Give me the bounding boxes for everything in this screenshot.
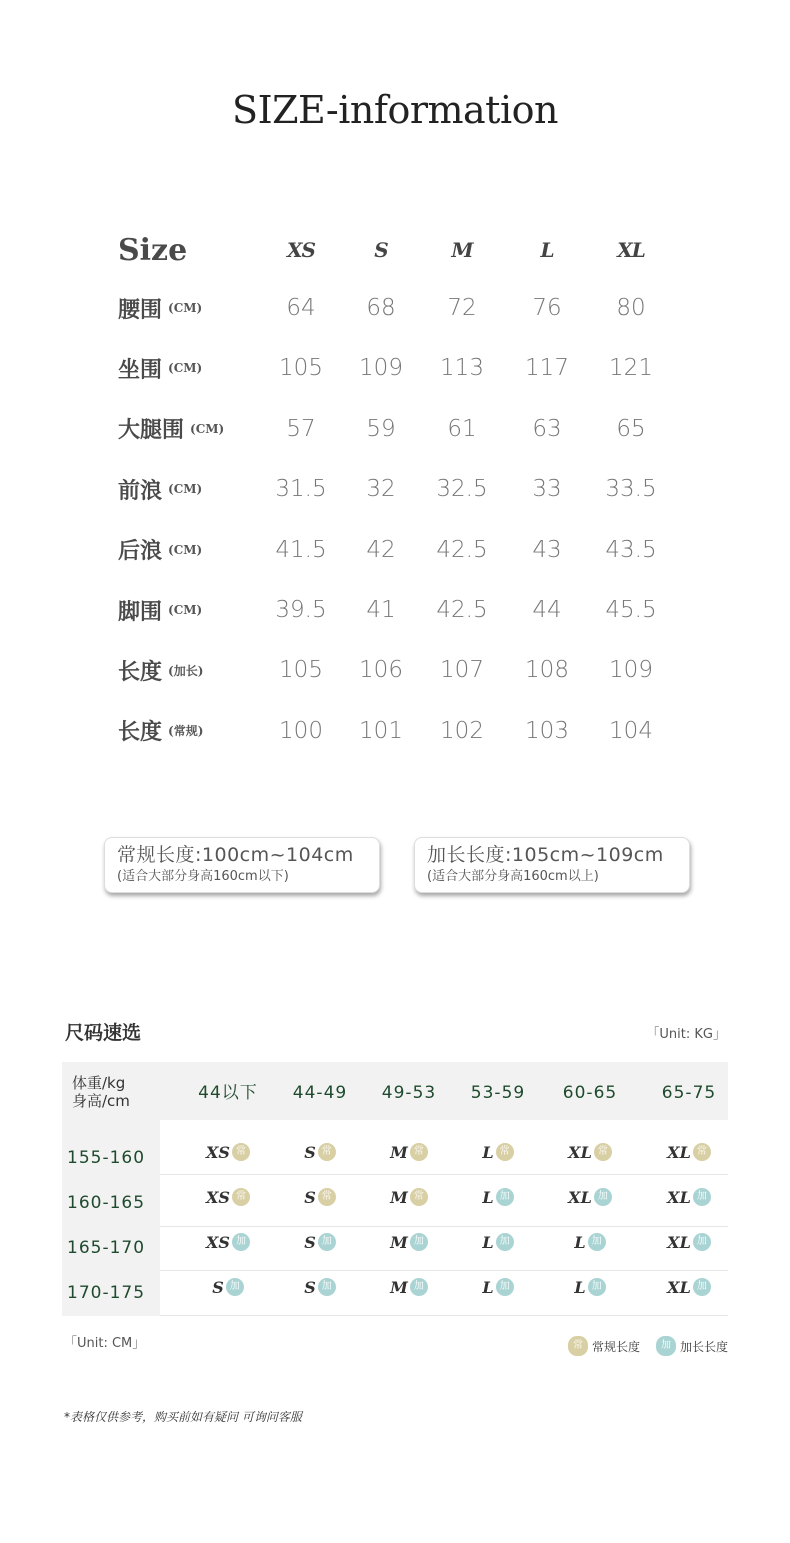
extended-length-box <box>414 837 690 893</box>
size-recommendation <box>364 1185 454 1209</box>
size-header-row <box>118 230 718 270</box>
measure-value: 63 <box>532 415 562 442</box>
measure-value: 107 <box>440 657 484 684</box>
regular-badge-icon: 常 <box>410 1188 428 1206</box>
size-row <box>118 409 718 449</box>
size-head-s: S <box>374 238 388 262</box>
extended-length-note: (适合大部分身高160cm以上) <box>427 869 599 884</box>
recommended-size: XS <box>206 1232 230 1252</box>
measure-value: 44 <box>532 597 562 623</box>
measure-name: 脚围 <box>118 598 163 625</box>
weight-column-header: 49-53 <box>381 1083 437 1103</box>
regular-badge-icon: 常 <box>410 1143 428 1161</box>
extended-badge-icon: 加 <box>693 1233 711 1251</box>
recommended-size: S <box>212 1277 224 1297</box>
measure-name: 长度 <box>118 719 163 746</box>
measure-label <box>118 348 202 388</box>
measure-value: 106 <box>359 657 403 684</box>
extended-badge-icon: 加 <box>594 1188 612 1206</box>
recommended-size: XL <box>667 1277 691 1297</box>
measure-value: 45.5 <box>605 597 657 623</box>
measure-name: 长度 <box>118 658 163 685</box>
size-head-xl: XL <box>617 238 645 262</box>
extended-badge-icon: 加 <box>496 1188 514 1206</box>
size-recommendation <box>275 1185 365 1209</box>
unit-cm-label: 「Unit: CM」 <box>64 1336 146 1351</box>
regular-badge-icon: 常 <box>232 1143 250 1161</box>
size-row <box>118 288 718 328</box>
recommended-size: L <box>574 1277 586 1297</box>
measure-value: 32.5 <box>436 476 488 503</box>
measure-unit: (常规) <box>168 724 204 739</box>
measure-value: 64 <box>286 295 316 321</box>
regular-badge-icon: 常 <box>318 1143 336 1161</box>
measure-value: 76 <box>532 295 562 321</box>
height-row-labels <box>62 1120 160 1316</box>
measure-name: 坐围 <box>118 356 163 383</box>
measure-value: 113 <box>440 355 484 382</box>
size-recommendation <box>183 1275 273 1299</box>
size-head-xs: XS <box>287 238 315 262</box>
measure-value: 100 <box>279 717 323 744</box>
size-recommendation <box>545 1140 635 1164</box>
row-divider <box>160 1315 728 1316</box>
size-row <box>118 530 718 570</box>
measure-value: 42.5 <box>436 536 488 563</box>
size-recommendation <box>275 1275 365 1299</box>
size-recommendation <box>183 1140 273 1164</box>
size-head-l: L <box>540 238 554 262</box>
measure-value: 72 <box>447 295 477 321</box>
measure-unit: (CM) <box>168 361 203 376</box>
measure-value: 42.5 <box>436 597 488 623</box>
regular-length-text: 常规长度:100cm~104cm <box>117 844 354 866</box>
measure-value: 42 <box>366 536 396 563</box>
legend-regular <box>566 1336 640 1356</box>
size-row <box>118 590 718 630</box>
page-title: SIZE-information <box>232 88 558 132</box>
measure-value: 102 <box>440 717 484 744</box>
recommended-size: XS <box>206 1187 230 1207</box>
measure-name: 腰围 <box>118 296 163 323</box>
measure-value: 59 <box>366 415 396 442</box>
recommended-size: S <box>304 1277 316 1297</box>
size-recommendation <box>545 1275 635 1299</box>
recommended-size: L <box>482 1187 494 1207</box>
measure-value: 109 <box>359 355 403 382</box>
height-row-label: 160-165 <box>67 1193 146 1213</box>
measure-unit: (CM) <box>168 482 203 497</box>
measure-value: 109 <box>609 657 653 684</box>
row-divider <box>160 1270 728 1271</box>
height-row-label: 170-175 <box>67 1283 146 1303</box>
measure-value: 105 <box>279 657 323 684</box>
extended-badge-icon: 加 <box>232 1233 250 1251</box>
extended-badge-icon: 加 <box>410 1278 428 1296</box>
extended-badge-icon: 加 <box>656 1336 676 1356</box>
regular-length-box <box>104 837 380 893</box>
measure-label <box>118 590 202 630</box>
recommended-size: L <box>482 1232 494 1252</box>
weight-column-header: 53-59 <box>470 1083 526 1103</box>
recommended-size: XS <box>206 1142 230 1162</box>
measure-label <box>118 409 224 449</box>
measure-label <box>118 469 202 509</box>
measure-label <box>118 530 202 570</box>
unit-kg-label: 「Unit: KG」 <box>646 1027 726 1042</box>
row-divider <box>160 1226 728 1227</box>
size-header-label: Size <box>118 232 188 268</box>
recommended-size: XL <box>667 1232 691 1252</box>
recommended-size: M <box>390 1277 408 1297</box>
measure-value: 43 <box>532 536 562 563</box>
regular-badge-icon: 常 <box>496 1143 514 1161</box>
size-recommendation <box>183 1230 273 1254</box>
size-recommendation <box>644 1140 734 1164</box>
measure-value: 33.5 <box>605 476 657 503</box>
size-row <box>118 348 718 388</box>
measure-value: 32 <box>366 476 396 503</box>
size-recommendation <box>545 1230 635 1254</box>
size-recommendation <box>545 1185 635 1209</box>
extended-length-text: 加长长度:105cm~109cm <box>427 844 664 866</box>
recommended-size: S <box>304 1187 316 1207</box>
extended-badge-icon: 加 <box>410 1233 428 1251</box>
measure-value: 121 <box>609 355 653 382</box>
measure-value: 80 <box>616 295 646 321</box>
recommended-size: L <box>482 1277 494 1297</box>
size-recommendation <box>644 1275 734 1299</box>
measure-value: 31.5 <box>275 476 327 503</box>
measure-value: 104 <box>609 717 653 744</box>
size-recommendation <box>364 1230 454 1254</box>
size-recommendation <box>183 1185 273 1209</box>
height-row-label: 155-160 <box>67 1148 146 1168</box>
measure-name: 后浪 <box>118 538 163 565</box>
measure-value: 39.5 <box>275 597 327 623</box>
height-row-label: 165-170 <box>67 1238 146 1258</box>
measure-value: 108 <box>525 657 569 684</box>
extended-badge-icon: 加 <box>588 1233 606 1251</box>
weight-column-header: 44-49 <box>292 1083 348 1103</box>
recommended-size: XL <box>568 1187 592 1207</box>
size-recommendation <box>364 1140 454 1164</box>
measure-value: 41.5 <box>275 536 327 563</box>
regular-badge-icon: 常 <box>318 1188 336 1206</box>
measure-value: 33 <box>532 476 562 503</box>
recommended-size: S <box>304 1232 316 1252</box>
measure-unit: (加长) <box>168 663 204 678</box>
measure-value: 68 <box>366 295 396 321</box>
size-row <box>118 469 718 509</box>
height-axis-label: 身高/cm <box>72 1092 130 1110</box>
size-recommendation <box>453 1230 543 1254</box>
regular-badge-icon: 常 <box>232 1188 250 1206</box>
size-row <box>118 711 718 751</box>
extended-badge-icon: 加 <box>318 1233 336 1251</box>
extended-badge-icon: 加 <box>693 1188 711 1206</box>
measure-unit: (CM) <box>168 542 203 557</box>
size-recommendation <box>644 1185 734 1209</box>
extended-badge-icon: 加 <box>226 1278 244 1296</box>
regular-length-note: (适合大部分身高160cm以下) <box>117 869 289 884</box>
size-recommendation <box>453 1140 543 1164</box>
legend-extended-label: 加长长度 <box>680 1339 729 1354</box>
measure-name: 前浪 <box>118 477 163 504</box>
measure-unit: (CM) <box>168 603 203 617</box>
weight-column-header: 44以下 <box>198 1083 258 1103</box>
measure-value: 57 <box>286 415 316 442</box>
recommended-size: XL <box>667 1142 691 1162</box>
weight-height-corner <box>72 1074 130 1110</box>
measure-value: 61 <box>447 415 477 442</box>
recommended-size: L <box>574 1232 586 1252</box>
size-recommendation <box>453 1275 543 1299</box>
measure-label <box>118 711 203 751</box>
measure-value: 43.5 <box>605 536 657 563</box>
extended-badge-icon: 加 <box>496 1233 514 1251</box>
extended-badge-icon: 加 <box>496 1278 514 1296</box>
size-recommendation <box>644 1230 734 1254</box>
regular-badge-icon: 常 <box>693 1143 711 1161</box>
size-recommendation <box>364 1275 454 1299</box>
measure-name: 大腿围 <box>118 417 185 444</box>
size-head-m: M <box>451 238 473 262</box>
measure-unit: (CM) <box>190 421 225 436</box>
extended-badge-icon: 加 <box>318 1278 336 1296</box>
quick-select-title: 尺码速选 <box>65 1022 142 1044</box>
measure-label <box>118 288 202 328</box>
weight-column-header: 65-75 <box>661 1083 717 1103</box>
recommended-size: XL <box>667 1187 691 1207</box>
legend-extended <box>654 1336 728 1356</box>
recommended-size: S <box>304 1142 316 1162</box>
measure-value: 65 <box>616 415 646 442</box>
disclaimer-note: *表格仅供参考，购买前如有疑问 可询问客服 <box>64 1410 302 1424</box>
weight-column-header: 60-65 <box>562 1083 618 1103</box>
legend-regular-label: 常规长度 <box>592 1339 641 1354</box>
measure-value: 103 <box>525 717 569 744</box>
measure-value: 117 <box>525 355 569 382</box>
measure-value: 41 <box>366 597 396 623</box>
regular-badge-icon: 常 <box>568 1336 588 1356</box>
measure-unit: (CM) <box>168 301 203 315</box>
size-recommendation <box>275 1230 365 1254</box>
quick-select-header <box>62 1062 728 1120</box>
recommended-size: M <box>390 1142 408 1162</box>
measure-value: 101 <box>359 717 403 744</box>
measure-value: 105 <box>279 355 323 382</box>
size-recommendation <box>275 1140 365 1164</box>
weight-axis-label: 体重/kg <box>72 1074 126 1092</box>
extended-badge-icon: 加 <box>693 1278 711 1296</box>
measure-label <box>118 650 203 690</box>
size-row <box>118 650 718 690</box>
recommended-size: L <box>482 1142 494 1162</box>
row-divider <box>160 1174 728 1175</box>
recommended-size: M <box>390 1187 408 1207</box>
size-recommendation <box>453 1185 543 1209</box>
recommended-size: XL <box>568 1142 592 1162</box>
recommended-size: M <box>390 1232 408 1252</box>
regular-badge-icon: 常 <box>594 1143 612 1161</box>
extended-badge-icon: 加 <box>588 1278 606 1296</box>
